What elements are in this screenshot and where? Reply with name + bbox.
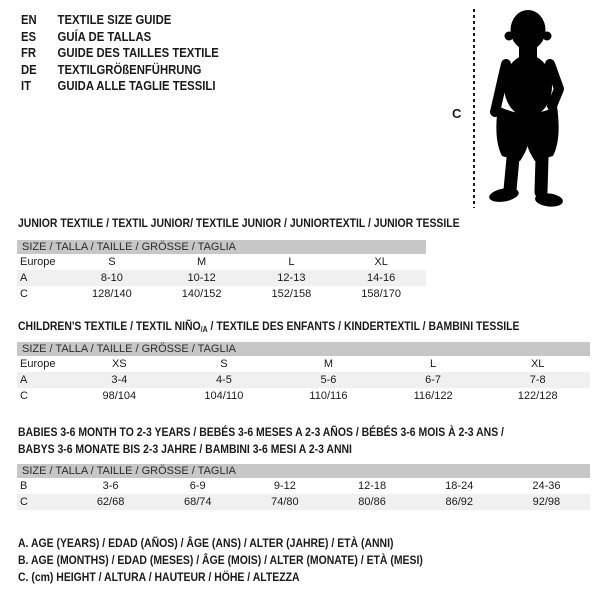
junior-size-table [17, 240, 426, 302]
height-cell: 86/92 [445, 496, 473, 508]
age-cell: 12-13 [277, 272, 306, 284]
row-label: Europe [20, 256, 56, 268]
language-row [21, 45, 219, 62]
legend [18, 535, 423, 586]
size-cell: XL [374, 256, 388, 268]
language-code: ES [21, 28, 37, 44]
size-cell: S [220, 358, 228, 370]
language-title: GUIDE DES TAILLES TEXTILE [57, 45, 219, 61]
children-size-table [17, 342, 590, 404]
height-cell: 110/116 [309, 390, 348, 402]
height-measure-label: C [452, 106, 462, 121]
language-code: IT [21, 78, 32, 94]
language-code: EN [21, 12, 37, 27]
age-cell: 6-9 [189, 480, 206, 492]
row-label: C [20, 390, 28, 402]
table-row [17, 372, 590, 388]
row-label: C [20, 496, 28, 508]
language-row [21, 62, 219, 79]
age-cell: 12-18 [358, 480, 387, 492]
table-row [17, 286, 426, 302]
height-measure-line [473, 9, 475, 208]
legend-line: B. AGE (MONTHS) / EDAD (MESES) / ÂGE (MOIS) / ALTER (MONATE) / ETÀ (MESI) [18, 553, 423, 567]
title-line: BABYS 3-6 MONATE BIS 2-3 JAHRE / BAMBINI 3-6 MESI A 2-3 ANNI [18, 441, 352, 456]
age-cell: 9-12 [273, 480, 296, 492]
age-cell: 5-6 [320, 374, 337, 386]
children-table-title [18, 320, 520, 336]
language-row [21, 78, 219, 95]
language-row [21, 29, 219, 46]
size-cell: XL [530, 358, 545, 370]
size-header-row: SIZE / TALLA / TAILLE / GRÖSSE / TAGLIA [17, 464, 590, 478]
age-cell: 14-16 [367, 272, 396, 284]
language-title: GUÍA DE TALLAS [57, 28, 152, 44]
table-row [17, 494, 590, 510]
height-cell: 104/110 [204, 390, 244, 402]
height-cell: 62/68 [96, 496, 125, 508]
row-label: C [20, 288, 28, 300]
table-row [17, 254, 426, 270]
age-cell: 24-36 [532, 480, 561, 492]
height-cell: 68/74 [183, 496, 212, 508]
title-text: / TEXTILE DES ENFANTS / KINDERTEXTIL / BAMBINI TESSILE [207, 319, 520, 333]
row-label: Europe [20, 358, 56, 370]
language-row [21, 12, 219, 29]
height-cell: 140/152 [181, 288, 222, 300]
height-cell: 128/140 [91, 288, 132, 300]
language-code: DE [21, 61, 37, 77]
language-code: FR [21, 45, 37, 61]
title-text: CHILDREN'S TEXTILE / TEXTIL NIÑO [18, 319, 201, 333]
height-cell: 92/98 [532, 496, 561, 508]
row-label: A [20, 272, 28, 284]
size-header-row: SIZE / TALLA / TAILLE / GRÖSSE / TAGLIA [17, 342, 590, 356]
age-cell: 3-4 [111, 374, 128, 386]
age-cell: 10-12 [187, 272, 216, 284]
age-cell: 6-7 [425, 374, 442, 386]
language-title: GUIDA ALLE TAGLIE TESSILI [57, 78, 216, 94]
height-cell: 158/170 [361, 288, 401, 300]
height-cell: 116/122 [413, 390, 453, 402]
row-label: B [20, 480, 28, 492]
table-row [17, 388, 590, 404]
size-cell: S [108, 256, 116, 268]
title-line: BABIES 3-6 MONTH TO 2-3 YEARS / BEBÉS 3-6 MESES A 2-3 AÑOS / BÉBÉS 3-6 MOIS À 2-3 ANS / [18, 425, 504, 439]
language-title: TEXTILE SIZE GUIDE [57, 12, 172, 27]
age-cell: 7-8 [529, 374, 546, 386]
age-cell: 3-6 [102, 480, 119, 492]
age-cell: 4-5 [215, 374, 232, 386]
table-row [17, 478, 590, 494]
babies-size-table [17, 464, 590, 510]
language-list [21, 12, 219, 95]
height-cell: 152/158 [271, 288, 312, 300]
height-cell: 98/104 [102, 390, 137, 402]
size-cell: L [288, 256, 295, 268]
table-row [17, 356, 590, 372]
legend-line: C. (cm) HEIGHT / ALTURA / HAUTEUR / HÖHE / ALTEZZA [18, 570, 300, 584]
baby-silhouette-icon [482, 6, 577, 210]
table-row [17, 270, 426, 286]
size-cell: XS [111, 358, 127, 370]
height-cell: 80/86 [358, 496, 386, 508]
size-cell: M [323, 358, 334, 370]
size-cell: M [197, 256, 207, 268]
height-cell: 74/80 [271, 496, 299, 508]
junior-table-title: JUNIOR TEXTILE / TEXTIL JUNIOR/ TEXTILE JUNIOR / JUNIORTEXTIL / JUNIOR TESSILE [18, 216, 460, 230]
height-cell: 122/128 [517, 390, 558, 402]
size-cell: L [430, 358, 437, 370]
language-title: TEXTILGRÖßENFÜHRUNG [57, 61, 202, 77]
age-cell: 8-10 [100, 272, 123, 284]
row-label: A [20, 374, 28, 386]
legend-line: A. AGE (YEARS) / EDAD (AÑOS) / ÂGE (ANS) / ALTER (JAHRE) / ETÀ (ANNI) [18, 536, 394, 550]
size-header-row: SIZE / TALLA / TAILLE / GRÖSSE / TAGLIA [17, 240, 426, 254]
age-cell: 18-24 [445, 480, 474, 492]
title-subscript: /A [200, 325, 208, 334]
babies-table-title [18, 424, 504, 457]
